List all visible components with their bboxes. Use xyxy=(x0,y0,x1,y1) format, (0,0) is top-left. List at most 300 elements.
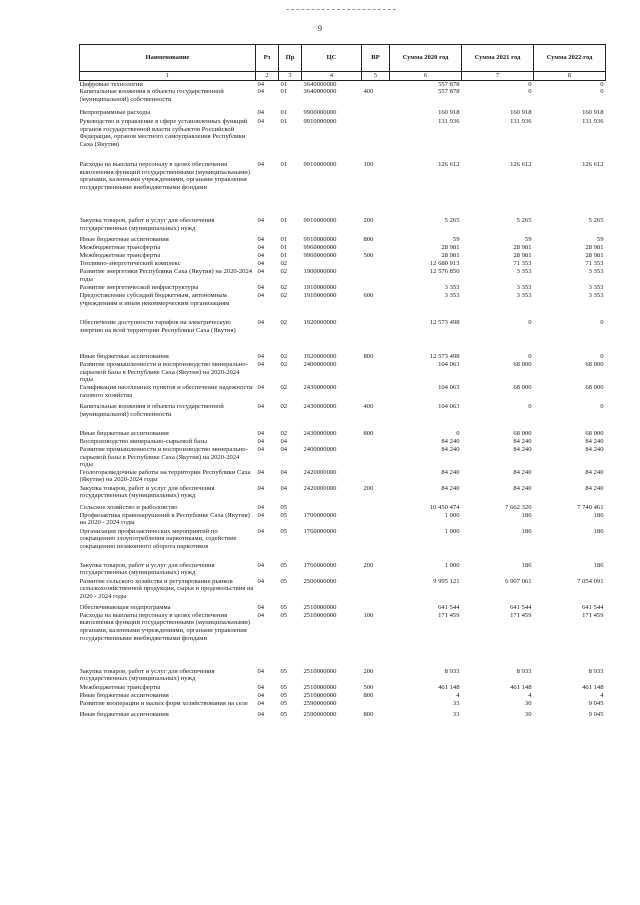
row-rz: 04 xyxy=(257,353,265,361)
row-name: Закупка товаров, работ и услуг для обеспечения государственных (муниципальных) нужд xyxy=(79,484,215,500)
row-vr: 200 xyxy=(363,667,374,675)
table-row xyxy=(80,612,606,668)
row-pr: 02 xyxy=(280,429,288,437)
row-vr xyxy=(362,361,390,384)
row-sum-2020: 641 544 xyxy=(438,603,460,611)
row-sum-2021: 641 544 xyxy=(510,603,532,611)
row-sum-2022: 8 933 xyxy=(588,667,604,675)
row-rz: 04 xyxy=(257,284,265,292)
row-vr: 800 xyxy=(363,710,374,718)
header-sum-2020: Сумма 2020 год xyxy=(390,45,462,72)
row-pr: 02 xyxy=(280,268,288,276)
row-pr: 04 xyxy=(280,468,288,476)
row-vr xyxy=(362,446,390,469)
row-vr: 400 xyxy=(363,402,374,410)
table-row xyxy=(80,109,606,118)
row-pr: 05 xyxy=(280,683,288,691)
table-row xyxy=(80,80,606,88)
row-sum-2021: 8 933 xyxy=(516,667,532,675)
row-rz: 04 xyxy=(257,710,265,718)
row-name: Закупка товаров, работ и услуг для обеспечения государственных (муниципальных) нужд xyxy=(79,561,215,577)
row-cs: 1760000000 xyxy=(303,527,337,535)
row-vr: 800 xyxy=(363,236,374,244)
row-sum-2020: 557 878 xyxy=(438,80,460,88)
row-sum-2022: 68 000 xyxy=(585,383,604,391)
row-sum-2020: 126 612 xyxy=(438,161,460,169)
row-rz: 04 xyxy=(257,118,265,126)
row-sum-2022: 186 xyxy=(593,561,604,569)
row-sum-2020: 33 xyxy=(452,710,460,718)
row-rz: 04 xyxy=(257,252,265,260)
row-sum-2021: 28 981 xyxy=(513,252,532,260)
row-sum-2022: 126 612 xyxy=(582,161,604,169)
row-name: Иные бюджетные ассигнования xyxy=(79,353,169,361)
row-name: Капитальные вложения в объекты государственной (муниципальной) собственности xyxy=(79,402,224,418)
row-cs: 3640000000 xyxy=(303,88,337,96)
row-sum-2020: 131 936 xyxy=(438,118,460,126)
row-pr: 01 xyxy=(280,217,288,225)
row-sum-2022: 461 148 xyxy=(582,683,604,691)
table-row xyxy=(80,469,606,485)
row-cs: 2430000000 xyxy=(303,383,337,391)
column-number: 7 xyxy=(462,72,534,81)
row-vr: 200 xyxy=(363,484,374,492)
row-name: Межбюджетные трансферты xyxy=(79,683,161,691)
row-sum-2021: 186 xyxy=(521,561,532,569)
row-sum-2021: 68 000 xyxy=(513,429,532,437)
column-number: 3 xyxy=(279,72,302,81)
row-rz: 04 xyxy=(257,445,265,453)
row-cs: 9960000000 xyxy=(303,252,337,260)
row-pr: 01 xyxy=(280,109,288,117)
row-sum-2020: 8 933 xyxy=(444,667,460,675)
row-sum-2021: 59 xyxy=(524,236,532,244)
row-sum-2021: 0 xyxy=(528,353,532,361)
row-sum-2021: 126 612 xyxy=(510,161,532,169)
row-pr: 01 xyxy=(280,80,288,88)
row-sum-2020: 1 000 xyxy=(444,561,460,569)
row-sum-2021: 3 353 xyxy=(516,268,532,276)
row-rz: 04 xyxy=(257,611,265,619)
row-rz: 04 xyxy=(257,699,265,707)
row-cs: 2420000000 xyxy=(303,468,337,476)
row-pr: 02 xyxy=(280,284,288,292)
row-sum-2022: 84 240 xyxy=(585,437,604,445)
row-cs xyxy=(302,438,362,446)
row-sum-2021: 68 000 xyxy=(513,361,532,369)
row-name: Обеспечивающая подпрограмма xyxy=(79,603,171,611)
row-sum-2021: 4 xyxy=(528,691,532,699)
row-vr: 400 xyxy=(363,88,374,96)
row-sum-2020: 84 240 xyxy=(441,468,460,476)
row-sum-2020: 3 353 xyxy=(444,292,460,300)
row-sum-2020: 59 xyxy=(452,236,460,244)
row-vr xyxy=(362,109,390,118)
row-pr: 05 xyxy=(280,710,288,718)
row-sum-2022: 186 xyxy=(593,511,604,519)
row-name: Иные бюджетные ассигнования xyxy=(79,236,169,244)
row-sum-2022: 9 045 xyxy=(588,710,604,718)
row-name: Сельское хозяйство и рыболовство xyxy=(79,503,178,511)
row-name: Капитальные вложения в объекты государственной (муниципальной) собственности xyxy=(79,88,224,103)
row-sum-2020: 1 000 xyxy=(444,511,460,519)
row-cs: 2420000000 xyxy=(303,484,337,492)
row-vr xyxy=(362,244,390,252)
row-sum-2022: 28 981 xyxy=(585,252,604,260)
row-cs: 2510000000 xyxy=(303,611,337,619)
row-pr: 01 xyxy=(280,118,288,126)
row-sum-2022: 641 544 xyxy=(582,603,604,611)
row-pr: 05 xyxy=(280,611,288,619)
row-pr: 05 xyxy=(280,527,288,535)
row-sum-2022: 0 xyxy=(600,353,604,361)
row-sum-2021: 186 xyxy=(521,527,532,535)
row-name: Закупка товаров, работ и услуг для обеспечения государственных (муниципальных) нужд xyxy=(79,217,215,232)
row-rz: 04 xyxy=(257,361,265,369)
row-pr: 05 xyxy=(280,577,288,585)
table-row xyxy=(80,692,606,700)
row-sum-2020: 3 353 xyxy=(444,284,460,292)
row-sum-2022: 9 045 xyxy=(588,699,604,707)
row-sum-2022: 160 918 xyxy=(582,109,604,117)
row-sum-2020: 12 573 498 xyxy=(429,319,460,327)
row-sum-2020: 84 240 xyxy=(441,484,460,492)
row-pr: 04 xyxy=(280,445,288,453)
row-sum-2020: 171 459 xyxy=(438,611,460,619)
row-cs: 1900000000 xyxy=(303,268,337,276)
row-name: Непрограммные расходы xyxy=(79,109,151,117)
row-vr xyxy=(362,438,390,446)
table-row xyxy=(80,562,606,578)
row-pr: 02 xyxy=(280,402,288,410)
row-sum-2021: 68 000 xyxy=(513,383,532,391)
row-cs: 2510000000 xyxy=(303,603,337,611)
row-vr xyxy=(362,284,390,292)
row-pr: 05 xyxy=(280,511,288,519)
row-name: Организация профилактических мероприятий по сокращению злоупотребления наркотиками, содействие сокращению незаконного оборота наркотиков xyxy=(79,527,237,550)
row-vr: 200 xyxy=(363,217,374,225)
row-pr: 05 xyxy=(280,691,288,699)
row-name: Предоставление субсидий бюджетным, автономным учреждениям и иным некоммерческим организациям xyxy=(79,292,230,307)
row-sum-2022: 0 xyxy=(600,402,604,410)
table-row xyxy=(80,700,606,711)
row-sum-2021: 0 xyxy=(528,80,532,88)
row-vr: 200 xyxy=(363,561,374,569)
column-number: 5 xyxy=(362,72,390,81)
row-cs: 2510000000 xyxy=(303,667,337,675)
row-vr: 100 xyxy=(363,611,374,619)
row-cs: 9910000000 xyxy=(303,217,337,225)
table-row xyxy=(80,284,606,292)
row-sum-2020: 33 xyxy=(452,699,460,707)
row-vr: 800 xyxy=(363,691,374,699)
row-rz: 04 xyxy=(257,292,265,300)
row-vr: 500 xyxy=(363,683,374,691)
table-row xyxy=(80,504,606,512)
row-sum-2020: 104 063 xyxy=(438,383,460,391)
row-cs: 2500000000 xyxy=(303,577,337,585)
table-row xyxy=(80,668,606,684)
row-sum-2021: 84 240 xyxy=(513,484,532,492)
table-row xyxy=(80,161,606,217)
table-row xyxy=(80,252,606,260)
row-sum-2020: 84 240 xyxy=(441,437,460,445)
row-vr xyxy=(362,504,390,512)
row-sum-2020: 12 573 498 xyxy=(429,353,460,361)
row-rz: 04 xyxy=(257,484,265,492)
row-rz: 04 xyxy=(257,503,265,511)
row-sum-2020: 28 981 xyxy=(441,244,460,252)
row-pr: 02 xyxy=(280,260,288,268)
row-sum-2021: 84 240 xyxy=(513,437,532,445)
table-row xyxy=(80,292,606,319)
table-row xyxy=(80,217,606,236)
row-sum-2022: 28 981 xyxy=(585,244,604,252)
row-name: Развитие промышленности и воспроизводство минерально-сырьевой базы в Республике Саха (Якутия) на 2020-2024 годы xyxy=(79,361,248,384)
table-row xyxy=(80,512,606,528)
row-rz: 04 xyxy=(257,109,265,117)
row-cs: 9910000000 xyxy=(303,118,337,126)
row-sum-2021: 0 xyxy=(528,402,532,410)
budget-table xyxy=(79,44,606,721)
row-pr: 04 xyxy=(280,484,288,492)
table-row xyxy=(80,446,606,469)
table-row xyxy=(80,430,606,438)
row-sum-2022: 4 xyxy=(600,691,604,699)
row-sum-2020: 84 240 xyxy=(441,445,460,453)
row-sum-2020: 10 450 474 xyxy=(429,503,460,511)
row-rz: 04 xyxy=(257,429,265,437)
table-row xyxy=(80,236,606,244)
row-pr: 04 xyxy=(280,437,288,445)
row-vr: 800 xyxy=(363,429,374,437)
row-cs: 9960000000 xyxy=(303,244,337,252)
row-sum-2022: 131 936 xyxy=(582,118,604,126)
row-sum-2022: 59 xyxy=(596,236,604,244)
row-cs: 2430000000 xyxy=(303,429,337,437)
header-artifact-line xyxy=(286,9,396,10)
row-sum-2022: 3 353 xyxy=(588,284,604,292)
row-sum-2022: 84 240 xyxy=(585,468,604,476)
row-cs: 1920000000 xyxy=(303,319,337,327)
table-row xyxy=(80,604,606,612)
row-name: Топливно-энергетический комплекс xyxy=(79,260,181,268)
table-row xyxy=(80,485,606,504)
row-rz: 04 xyxy=(257,667,265,675)
row-name: Развитие энергетики Республики Саха (Якутия) на 2020-2024 годы xyxy=(79,268,253,283)
row-sum-2021: 6 907 061 xyxy=(505,577,532,585)
row-sum-2021: 171 459 xyxy=(510,611,532,619)
row-rz: 04 xyxy=(257,527,265,535)
row-sum-2022: 0 xyxy=(600,319,604,327)
row-sum-2021: 30 xyxy=(524,699,532,707)
row-name: Воспроизводство минерально-сырьевой базы xyxy=(79,437,208,445)
row-cs: 9910000000 xyxy=(303,236,337,244)
row-name: Геологоразведочные работы на территории Республики Саха (Якутия) на 2020-2024 годы xyxy=(79,468,251,484)
row-sum-2022: 5 265 xyxy=(588,217,604,225)
row-rz: 04 xyxy=(257,217,265,225)
row-rz: 04 xyxy=(257,437,265,445)
row-sum-2022: 84 240 xyxy=(585,445,604,453)
row-cs: 1700000000 xyxy=(303,511,337,519)
table-row xyxy=(80,319,606,353)
row-name: Цифровые технологии xyxy=(79,80,143,88)
row-sum-2020: 5 265 xyxy=(444,217,460,225)
row-name: Обеспечение доступности тарифов на электрическую энергию на всей территории Республики Саха (Якутия) xyxy=(79,319,236,334)
row-pr: 05 xyxy=(280,503,288,511)
row-rz: 04 xyxy=(257,577,265,585)
row-name: Расходы на выплаты персоналу в целях обеспечения выполнения функций государственными (муниципальными) органами, казенными учреждениями, органами управления государственными внебюджетными фондами xyxy=(79,611,251,642)
row-rz: 04 xyxy=(257,683,265,691)
row-sum-2022: 84 240 xyxy=(585,484,604,492)
row-pr: 01 xyxy=(280,244,288,252)
row-sum-2021: 186 xyxy=(521,511,532,519)
table-row xyxy=(80,684,606,692)
row-cs xyxy=(302,504,362,512)
row-name: Развитие энергетической инфраструктуры xyxy=(79,284,199,292)
row-sum-2020: 28 981 xyxy=(441,252,460,260)
row-sum-2021: 3 353 xyxy=(516,284,532,292)
row-sum-2020: 12 680 913 xyxy=(429,260,460,268)
row-pr: 02 xyxy=(280,383,288,391)
row-rz: 04 xyxy=(257,468,265,476)
row-sum-2022: 7 054 091 xyxy=(577,577,604,585)
row-sum-2022: 0 xyxy=(600,88,604,96)
row-pr: 05 xyxy=(280,667,288,675)
row-name: Иные бюджетные ассигнования xyxy=(79,691,169,699)
row-sum-2020: 0 xyxy=(456,429,460,437)
row-pr: 01 xyxy=(280,161,288,169)
row-cs: 2430000000 xyxy=(303,402,337,410)
row-sum-2021: 71 353 xyxy=(513,260,532,268)
row-vr xyxy=(362,512,390,528)
row-cs xyxy=(302,260,362,268)
row-vr: 600 xyxy=(363,292,374,300)
header-sum-2021: Сумма 2021 год xyxy=(462,45,534,72)
row-cs: 2400000000 xyxy=(303,361,337,369)
row-vr xyxy=(362,319,390,353)
row-vr xyxy=(362,268,390,284)
row-sum-2021: 461 148 xyxy=(510,683,532,691)
row-name: Иные бюджетные ассигнования xyxy=(79,710,169,718)
row-vr xyxy=(362,469,390,485)
row-rz: 04 xyxy=(257,244,265,252)
column-number: 8 xyxy=(534,72,606,81)
table-row xyxy=(80,384,606,403)
row-sum-2020: 9 995 121 xyxy=(433,577,460,585)
row-sum-2022: 3 353 xyxy=(588,292,604,300)
row-cs: 1920000000 xyxy=(303,353,337,361)
header-vr: ВР xyxy=(362,45,390,72)
table-row xyxy=(80,260,606,268)
row-pr: 02 xyxy=(280,292,288,300)
row-cs: 2510000000 xyxy=(303,683,337,691)
row-vr: 800 xyxy=(363,353,374,361)
row-cs: 9910000000 xyxy=(303,161,337,169)
row-vr xyxy=(362,528,390,562)
row-sum-2021: 5 265 xyxy=(516,217,532,225)
row-sum-2022: 171 459 xyxy=(582,611,604,619)
row-vr xyxy=(362,118,390,161)
row-rz: 04 xyxy=(257,691,265,699)
row-rz: 04 xyxy=(257,383,265,391)
row-rz: 04 xyxy=(257,268,265,276)
row-sum-2022: 68 000 xyxy=(585,361,604,369)
row-vr: 500 xyxy=(363,252,374,260)
row-cs: 2590000000 xyxy=(303,710,337,718)
row-vr xyxy=(362,80,390,88)
column-number: 6 xyxy=(390,72,462,81)
header-pr: Пр xyxy=(279,45,302,72)
row-cs: 2400000000 xyxy=(303,445,337,453)
table-row xyxy=(80,118,606,161)
table-row xyxy=(80,268,606,284)
row-sum-2021: 0 xyxy=(528,88,532,96)
row-sum-2020: 160 918 xyxy=(438,109,460,117)
row-sum-2022: 0 xyxy=(600,80,604,88)
row-name: Межбюджетные трансферты xyxy=(79,252,161,260)
row-pr: 05 xyxy=(280,561,288,569)
row-cs: 1760000000 xyxy=(303,561,337,569)
row-sum-2021: 131 936 xyxy=(510,118,532,126)
row-cs: 3640000000 xyxy=(303,80,337,88)
row-vr xyxy=(362,578,390,604)
row-name: Расходы на выплаты персоналу в целях обеспечения выполнения функций государственными (муниципальными) органами, казенными учреждениями, органами управления государственными внебюджетными фондами xyxy=(79,161,251,191)
table-row xyxy=(80,438,606,446)
row-vr xyxy=(362,384,390,403)
row-name: Профилактика правонарушений в Республике Саха (Якутия) на 2020 - 2024 годы xyxy=(79,511,250,527)
row-vr xyxy=(362,604,390,612)
row-sum-2020: 557 878 xyxy=(438,88,460,96)
row-rz: 04 xyxy=(257,511,265,519)
row-vr: 100 xyxy=(363,161,374,169)
row-sum-2021: 3 353 xyxy=(516,292,532,300)
row-sum-2022: 71 353 xyxy=(585,260,604,268)
table-row xyxy=(80,403,606,430)
column-number-row xyxy=(80,72,606,81)
row-rz: 04 xyxy=(257,319,265,327)
column-number: 4 xyxy=(302,72,362,81)
column-number: 2 xyxy=(256,72,279,81)
table-row xyxy=(80,361,606,384)
header-cs: ЦС xyxy=(302,45,362,72)
row-rz: 04 xyxy=(257,603,265,611)
row-vr xyxy=(362,260,390,268)
row-name: Руководство и управление в сфере установленных функций органов государственной власти субъектов Российской Федерации, органов местного самоуправления Республики Саха (Якутия) xyxy=(79,118,248,148)
row-sum-2021: 84 240 xyxy=(513,468,532,476)
header-name: Наименование xyxy=(80,45,256,72)
row-sum-2022: 7 740 461 xyxy=(577,503,604,511)
row-sum-2020: 104 063 xyxy=(438,361,460,369)
table-row xyxy=(80,353,606,361)
row-cs: 1910000000 xyxy=(303,284,337,292)
row-rz: 04 xyxy=(257,161,265,169)
row-sum-2020: 4 xyxy=(456,691,460,699)
row-sum-2021: 28 981 xyxy=(513,244,532,252)
row-pr: 01 xyxy=(280,252,288,260)
row-cs: 1910000000 xyxy=(303,292,337,300)
row-sum-2021: 0 xyxy=(528,319,532,327)
header-rz: Рз xyxy=(256,45,279,72)
row-sum-2022: 68 000 xyxy=(585,429,604,437)
table-row xyxy=(80,88,606,109)
row-name: Закупка товаров, работ и услуг для обеспечения государственных (муниципальных) нужд xyxy=(79,667,215,683)
row-name: Газификация населенных пунктов и обеспечение надежности газового хозяйства xyxy=(79,383,253,399)
row-pr: 01 xyxy=(280,88,288,96)
row-name: Межбюджетные трансферты xyxy=(79,244,161,252)
row-pr: 05 xyxy=(280,699,288,707)
row-sum-2020: 12 576 850 xyxy=(429,268,460,276)
